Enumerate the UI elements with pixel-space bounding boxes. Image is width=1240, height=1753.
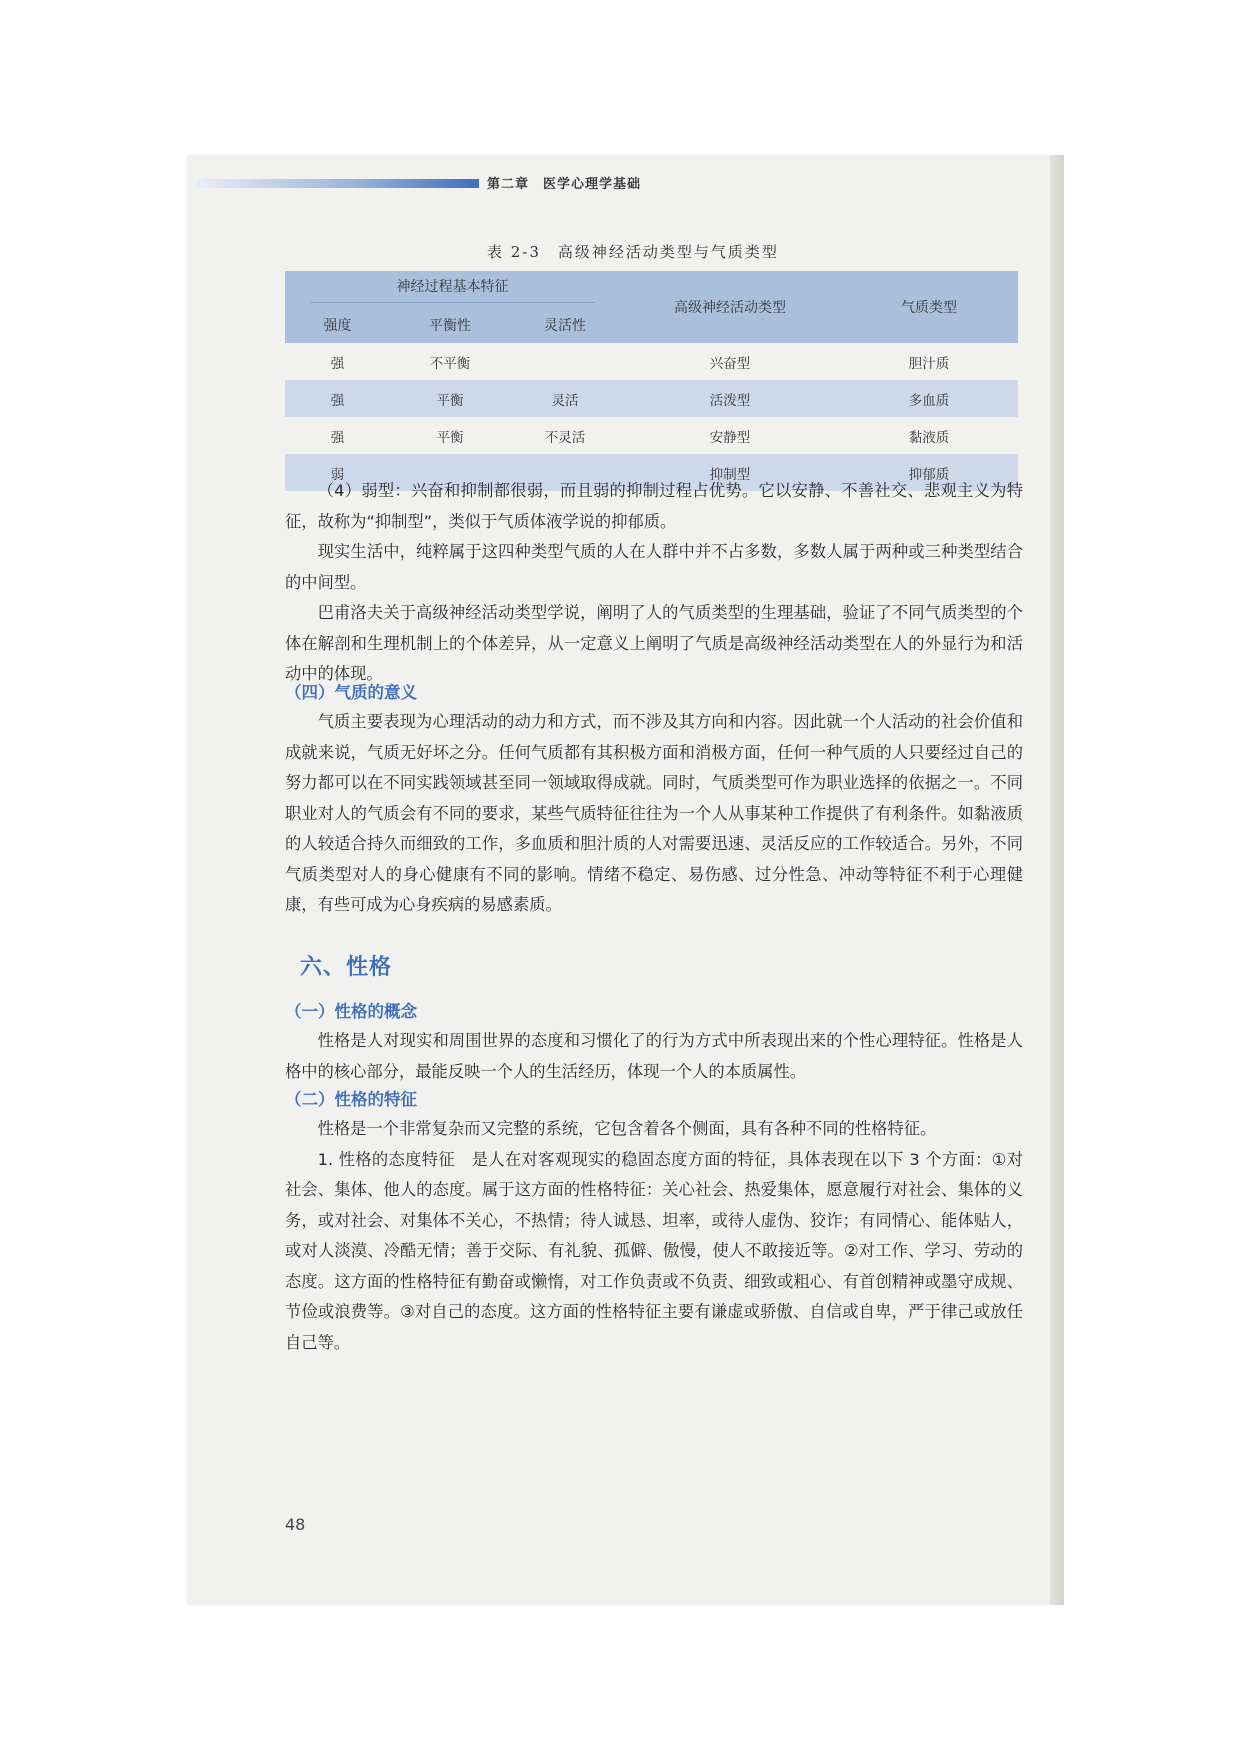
- table-header-balance: 平衡性: [390, 307, 510, 343]
- paragraph: 巴甫洛夫关于高级神经活动类型学说，阐明了人的气质类型的生理基础，验证了不同气质类型的个体在解剖和生理机制上的个体差异，从一定意义上阐明了气质是高级神经活动类型在人的外显行为和活动中的体现。: [285, 603, 1023, 683]
- table-row: [285, 417, 1018, 454]
- table-cell: 抑制型: [620, 454, 840, 491]
- table-cell: [510, 343, 620, 380]
- table-cell: 平衡: [436, 429, 464, 446]
- table-caption: 表 2-3 高级神经活动类型与气质类型: [487, 243, 779, 261]
- table-cell: 活泼型: [620, 380, 840, 417]
- table-cell: 平衡: [390, 380, 510, 417]
- body-text-block-1: [285, 476, 1023, 690]
- table-header-flexibility: 灵活性: [510, 307, 620, 343]
- paragraph: 现实生活中，纯粹属于这四种类型气质的人在人群中并不占多数，多数人属于两种或三种类型结合的中间型。: [285, 542, 1023, 592]
- page-edge: [1050, 155, 1064, 1605]
- table-row: [285, 380, 1018, 417]
- table-cell: 胆汁质: [908, 355, 950, 372]
- table-cell: 多血质: [840, 380, 1018, 417]
- table-header-nerve-type: 高级神经活动类型: [620, 271, 840, 343]
- table-cell: 不平衡: [429, 355, 471, 372]
- table-header-temperament: 气质类型: [840, 271, 1018, 343]
- paragraph: 性格是一个非常复杂而又完整的系统，它包含着各个侧面，具有各种不同的性格特征。: [317, 1119, 937, 1138]
- table-cell: 强: [330, 355, 345, 372]
- table-cell: 弱: [285, 454, 390, 491]
- header-color-bar: [197, 179, 479, 188]
- body-text-block-4: [285, 1114, 1023, 1358]
- table-cell: 强: [285, 380, 390, 417]
- paragraph: （4）弱型：兴奋和抑制都很弱，而且弱的抑制过程占优势。它以安静、不善社交、悲观主义为特征，故称为“抑制型”，类似于气质体液学说的抑郁质。: [285, 481, 1023, 531]
- subhead-concept: （一）性格的概念: [285, 1002, 417, 1021]
- table-group-header: 神经过程基本特征: [285, 271, 620, 307]
- paragraph: 1. 性格的态度特征 是人在对客观现实的稳固态度方面的特征，具体表现在以下 3 个方面：①对社会、集体、他人的态度。属于这方面的性格特征：关心社会、热爱集体，愿意履行对社会、集体的义务，或对社会、对集体不关心，不热情；待人诚恳、坦率，或待人虚伪、狡诈；有同情心、能体贴人，或对人淡漠、冷酷无情；善于交际、有礼貌、孤僻、傲慢，使人不敢接近等。②对工作、学习、劳动的态度。这方面的性格特征有勤奋或懒惰，对工作负责或不负责、细致或粗心、有首创精神或墨守成规、节俭或浪费等。③对自己的态度。这方面的性格特征主要有谦虚或骄傲、自信或自卑，严于律己或放任自己等。: [285, 1149, 1023, 1352]
- table-cell: 兴奋型: [709, 355, 751, 372]
- paragraph: 性格是人对现实和周围世界的态度和习惯化了的行为方式中所表现出来的个性心理特征。性格是人格中的核心部分，最能反映一个人的生活经历，体现一个人的本质属性。: [285, 1031, 1023, 1081]
- body-text-block-2: [285, 707, 1023, 921]
- running-head: 第二章 医学心理学基础: [487, 177, 642, 192]
- table-cell: 灵活: [510, 380, 620, 417]
- subhead-traits: （二）性格的特征: [285, 1090, 417, 1109]
- body-text-block-3: [285, 1026, 1023, 1087]
- table-header-strength: 强度: [285, 307, 390, 343]
- temperament-table: [285, 271, 1018, 491]
- table-cell: 抑郁质: [840, 454, 1018, 491]
- table-cell: 安静型: [709, 429, 751, 446]
- section-title: 六、性格: [300, 955, 393, 980]
- book-page: [187, 155, 1050, 1605]
- page-number: 48: [285, 1515, 306, 1534]
- table-cell: 不灵活: [544, 429, 586, 446]
- subhead-meaning: （四）气质的意义: [285, 683, 417, 702]
- table-cell: 黏液质: [908, 429, 950, 446]
- table-cell: 强: [330, 429, 345, 446]
- paragraph: 气质主要表现为心理活动的动力和方式，而不涉及其方向和内容。因此就一个人活动的社会价值和成就来说，气质无好坏之分。任何气质都有其积极方面和消极方面，任何一种气质的人只要经过自己的努力都可以在不同实践领域甚至同一领域取得成就。同时，气质类型可作为职业选择的依据之一。不同职业对人的气质会有不同的要求，某些气质特征往往为一个人从事某种工作提供了有利条件。如黏液质的人较适合持久而细致的工作，多血质和胆汁质的人对需要迅速、灵活反应的工作较适合。另外，不同气质类型对人的身心健康有不同的影响。情绪不稳定、易伤感、过分性急、冲动等特征不利于心理健康，有些可成为心身疾病的易感素质。: [285, 712, 1023, 914]
- table-row: [285, 343, 1018, 380]
